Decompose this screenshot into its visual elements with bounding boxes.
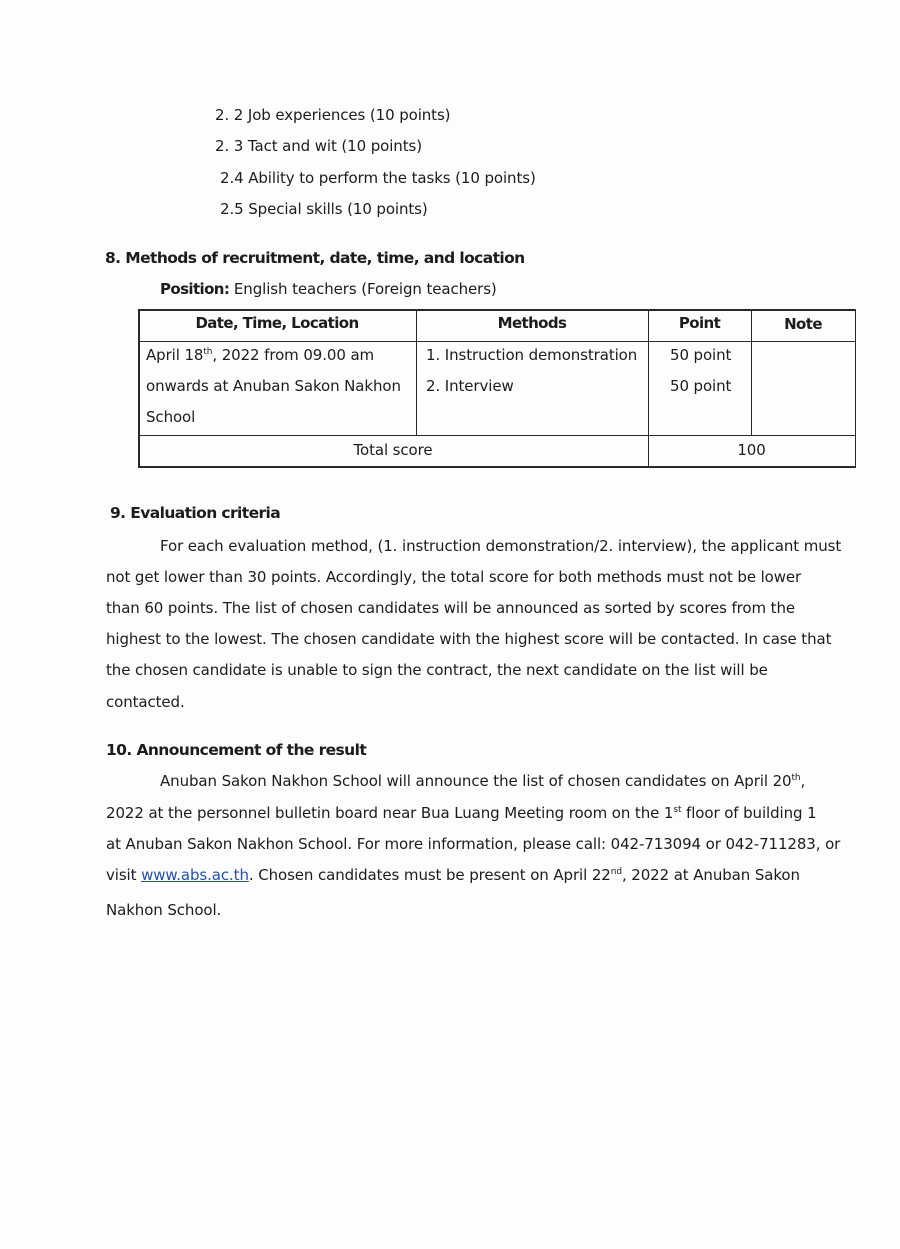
date-line-1-sup: th xyxy=(203,347,213,357)
method-2: 2. Interview xyxy=(426,377,514,395)
point-1: 50 point xyxy=(670,346,732,364)
school-website-link[interactable]: www.abs.ac.th xyxy=(141,866,249,884)
announcement-line-4-post: , 2022 at Anuban Sakon xyxy=(621,866,800,884)
point-2: 50 point xyxy=(670,377,732,395)
announcement-line-1-pre: Anuban Sakon Nakhon School will announce the list of chosen candidates on April 20 xyxy=(160,772,792,790)
announcement-line-4-pre: visit xyxy=(106,866,142,884)
position-line xyxy=(160,280,497,298)
header-note: Note xyxy=(784,315,822,333)
section-10-heading: 10. Announcement of the result xyxy=(106,741,367,759)
table-header-divider xyxy=(138,341,856,342)
announcement-line-5: Nakhon School. xyxy=(106,901,222,919)
total-score-label: Total score xyxy=(353,441,433,459)
recruitment-table xyxy=(138,309,856,468)
date-line-1-pre: April 18 xyxy=(146,346,204,364)
position-label: Position: xyxy=(160,280,230,298)
section-9-heading: 9. Evaluation criteria xyxy=(110,504,281,522)
evaluation-line-1: For each evaluation method, (1. instruction demonstration/2. interview), the applicant must xyxy=(160,537,842,555)
table-border-top xyxy=(138,309,856,311)
evaluation-line-5: the chosen candidate is unable to sign the contract, the next candidate on the list will be xyxy=(106,661,768,679)
announcement-line-2-post: floor of building 1 xyxy=(681,804,817,822)
announcement-line-1-sup: th xyxy=(791,773,801,783)
announcement-line-2-pre: 2022 at the personnel bulletin board near Bua Luang Meeting room on the 1 xyxy=(106,804,674,822)
evaluation-line-4: highest to the lowest. The chosen candidate with the highest score will be contacted. In case that xyxy=(106,630,832,648)
date-line-3: School xyxy=(146,408,196,426)
header-point: Point xyxy=(678,314,721,332)
announcement-line-4 xyxy=(106,866,800,884)
evaluation-line-6: contacted. xyxy=(106,693,185,711)
evaluation-line-2: not get lower than 30 points. Accordingly, the total score for both methods must not be lower xyxy=(106,568,802,586)
date-line-1 xyxy=(146,346,374,364)
announcement-line-1-post: , xyxy=(800,772,806,790)
announcement-line-4-sup: nd xyxy=(610,867,622,877)
criteria-item-2-4: 2.4 Ability to perform the tasks (10 points) xyxy=(220,169,536,187)
table-border-bottom xyxy=(138,466,856,468)
date-line-1-post: , 2022 from 09.00 am xyxy=(212,346,375,364)
table-total-divider xyxy=(138,435,856,436)
method-1: 1. Instruction demonstration xyxy=(426,346,638,364)
criteria-item-2-3: 2. 3 Tact and wit (10 points) xyxy=(215,137,422,155)
announcement-line-4-mid: . Chosen candidates must be present on April 22 xyxy=(248,866,611,884)
header-date-time-location: Date, Time, Location xyxy=(195,314,359,332)
announcement-line-2 xyxy=(106,804,817,822)
section-8-heading: 8. Methods of recruitment, date, time, and location xyxy=(105,249,525,267)
header-methods: Methods xyxy=(497,314,567,332)
evaluation-line-3: than 60 points. The list of chosen candidates will be announced as sorted by scores from the xyxy=(106,599,795,617)
date-line-2: onwards at Anuban Sakon Nakhon xyxy=(146,377,401,395)
total-score-value: 100 xyxy=(737,441,766,459)
position-value: English teachers (Foreign teachers) xyxy=(229,280,497,298)
announcement-line-3: at Anuban Sakon Nakhon School. For more information, please call: 042-713094 or 042-711283, or xyxy=(106,835,841,853)
criteria-item-2-5: 2.5 Special skills (10 points) xyxy=(220,200,428,218)
announcement-line-1 xyxy=(160,772,805,790)
criteria-item-2-2: 2. 2 Job experiences (10 points) xyxy=(215,106,451,124)
announcement-line-2-sup: st xyxy=(673,805,682,815)
